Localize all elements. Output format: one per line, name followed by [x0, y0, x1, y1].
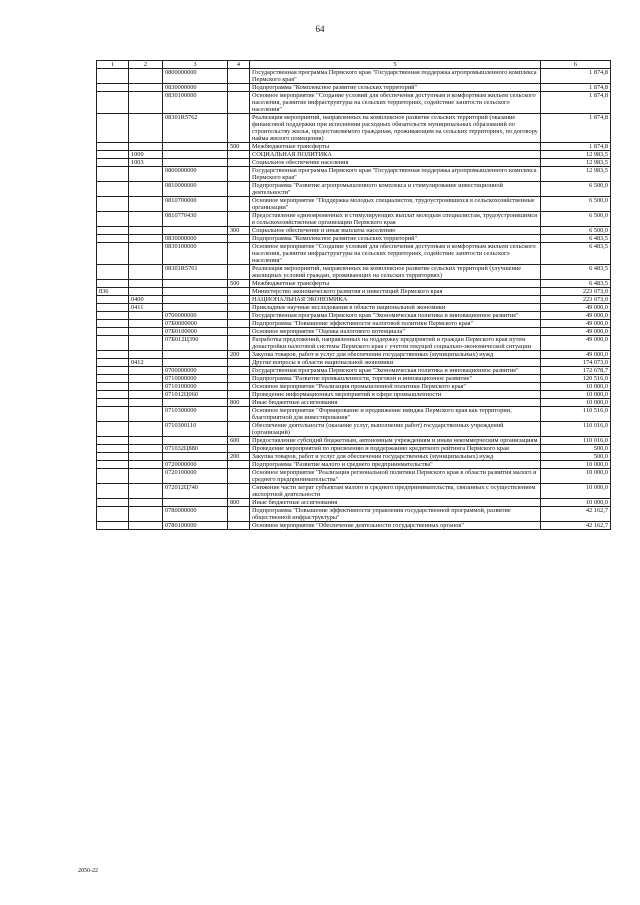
description-cell: Прикладные научные исследования в области национальной экономики [250, 304, 541, 312]
table-row [97, 359, 611, 367]
ministry-code-cell: 836 [97, 288, 129, 296]
description-cell: Основное мероприятие "Формирование и продвижение имиджа Пермского края как территории, благоприятной для инвестирования" [250, 407, 541, 422]
description-cell: Подпрограмма "Повышение эффективности управления государственной программой, развитие общественной инфраструктуры" [250, 507, 541, 522]
amount-cell: 10 000,0 [541, 391, 611, 399]
amount-cell: 12 983,5 [541, 151, 611, 159]
table-row [97, 507, 611, 522]
expense-type-cell [228, 182, 250, 197]
amount-cell: 500,0 [541, 453, 611, 461]
section-cell [129, 375, 163, 383]
description-cell: Основное мероприятие "Создание условий для обеспечения доступным и комфортным жильем сельского населения, развитие инфраструктуры на сельских территориях, содействие занятости сельского населения" [250, 243, 541, 265]
expense-type-cell [228, 407, 250, 422]
target-item-cell: 0710300110 [163, 422, 228, 437]
expense-type-cell [228, 212, 250, 227]
table-row [97, 453, 611, 461]
table-row [97, 437, 611, 445]
section-cell [129, 507, 163, 522]
description-cell: Предоставление субсидий бюджетным, автономным учреждениям и иным некоммерческим организациям [250, 437, 541, 445]
amount-cell: 6 500,0 [541, 197, 611, 212]
description-cell: Предоставление единовременных и стимулирующих выплат молодым специалистам, трудоустроившимся в сельскохозяйственные организации Пермского края [250, 212, 541, 227]
section-cell [129, 407, 163, 422]
column-header: 3 [163, 61, 228, 69]
expense-type-cell: 500 [228, 143, 250, 151]
table-row [97, 336, 611, 351]
section-cell: 1003 [129, 159, 163, 167]
description-cell: Иные бюджетные ассигнования [250, 499, 541, 507]
section-cell [129, 320, 163, 328]
description-cell: Обеспечение деятельности (оказание услуг, выполнение работ) государственных учреждений (организаций) [250, 422, 541, 437]
expense-type-cell [228, 114, 250, 143]
ministry-code-cell [97, 499, 129, 507]
ministry-code-cell [97, 92, 129, 114]
ministry-code-cell [97, 328, 129, 336]
section-cell [129, 391, 163, 399]
ministry-code-cell [97, 143, 129, 151]
column-header: 6 [541, 61, 611, 69]
table-row [97, 69, 611, 84]
ministry-code-cell [97, 167, 129, 182]
table-row [97, 227, 611, 235]
table-row [97, 522, 611, 530]
expense-type-cell: 800 [228, 399, 250, 407]
target-item-cell: 071032Ц880 [163, 445, 228, 453]
amount-cell: 49 000,0 [541, 336, 611, 351]
table-row [97, 243, 611, 265]
amount-cell: 1 874,8 [541, 143, 611, 151]
target-item-cell [163, 296, 228, 304]
section-cell: 1000 [129, 151, 163, 159]
table-row [97, 296, 611, 304]
description-cell: Подпрограмма "Комплексное развитие сельских территорий" [250, 84, 541, 92]
ministry-code-cell [97, 484, 129, 499]
section-cell [129, 484, 163, 499]
target-item-cell [163, 351, 228, 359]
table-row [97, 320, 611, 328]
expense-type-cell [228, 422, 250, 437]
ministry-code-cell [97, 296, 129, 304]
section-cell [129, 399, 163, 407]
ministry-code-cell [97, 399, 129, 407]
table-row [97, 212, 611, 227]
description-cell: Государственная программа Пермского края "Экономическая политика и инновационное развитие" [250, 367, 541, 375]
expense-type-cell: 300 [228, 227, 250, 235]
expense-type-cell: 600 [228, 437, 250, 445]
ministry-code-cell [97, 336, 129, 351]
target-item-cell: 0810700000 [163, 197, 228, 212]
table-row [97, 367, 611, 375]
table-row [97, 461, 611, 469]
target-item-cell: 0720100000 [163, 469, 228, 484]
target-item-cell: 0830000000 [163, 235, 228, 243]
target-item-cell: 0710000000 [163, 375, 228, 383]
description-cell: Основное мероприятие "Реализация промышленной политики Пермского края" [250, 383, 541, 391]
description-cell: СОЦИАЛЬНАЯ ПОЛИТИКА [250, 151, 541, 159]
target-item-cell: 0830100000 [163, 92, 228, 114]
target-item-cell: 08301R5761 [163, 265, 228, 280]
section-cell [129, 367, 163, 375]
section-cell [129, 336, 163, 351]
section-cell [129, 114, 163, 143]
column-header: 2 [129, 61, 163, 69]
expense-type-cell [228, 336, 250, 351]
amount-cell: 223 073,0 [541, 296, 611, 304]
table-row [97, 288, 611, 296]
target-item-cell: 0780000000 [163, 507, 228, 522]
table-row [97, 391, 611, 399]
section-cell [129, 212, 163, 227]
description-cell: Закупка товаров, работ и услуг для обеспечения государственных (муниципальных) нужд [250, 351, 541, 359]
expense-type-cell [228, 84, 250, 92]
footer-code: 2050-22 [78, 868, 98, 874]
expense-type-cell [228, 445, 250, 453]
expense-type-cell [228, 151, 250, 159]
description-cell: Основное мероприятие "Создание условий для обеспечения доступным и комфортным жильем сельского населения, развитие инфраструктуры на сельских территориях, содействие занятости сельского населения" [250, 92, 541, 114]
description-cell: Основное мероприятие "Поддержка молодых специалистов, трудоустроившихся в сельскохозяйственные организации" [250, 197, 541, 212]
expense-type-cell [228, 235, 250, 243]
ministry-code-cell [97, 437, 129, 445]
description-cell: Проведение мероприятий по присвоению и поддержанию кредитного рейтинга Пермского края [250, 445, 541, 453]
table-row [97, 265, 611, 280]
budget-table [96, 60, 611, 530]
table-row [97, 328, 611, 336]
ministry-code-cell [97, 375, 129, 383]
expense-type-cell [228, 507, 250, 522]
table-row [97, 159, 611, 167]
amount-cell: 12 983,5 [541, 159, 611, 167]
section-cell [129, 469, 163, 484]
amount-cell: 500,0 [541, 445, 611, 453]
target-item-cell [163, 399, 228, 407]
expense-type-cell [228, 375, 250, 383]
expense-type-cell [228, 304, 250, 312]
section-cell [129, 69, 163, 84]
amount-cell: 49 000,0 [541, 304, 611, 312]
ministry-code-cell [97, 367, 129, 375]
expense-type-cell [228, 367, 250, 375]
expense-type-cell [228, 265, 250, 280]
expense-type-cell [228, 312, 250, 320]
target-item-cell [163, 143, 228, 151]
expense-type-cell [228, 92, 250, 114]
description-cell: Реализация мероприятий, направленных на комплексное развитие сельских территорий (оказание финансовой поддержки при исполнении расходных обязательств муниципальных образований по строительству жилья, предоставляемого гражданам, проживающим на сельских территориях, по договору найма жилого помещения) [250, 114, 541, 143]
section-cell [129, 422, 163, 437]
target-item-cell [163, 359, 228, 367]
amount-cell: 120 516,0 [541, 375, 611, 383]
amount-cell: 10 000,0 [541, 484, 611, 499]
section-cell [129, 383, 163, 391]
section-cell [129, 445, 163, 453]
section-cell [129, 312, 163, 320]
description-cell: НАЦИОНАЛЬНАЯ ЭКОНОМИКА [250, 296, 541, 304]
target-item-cell [163, 499, 228, 507]
section-cell [129, 84, 163, 92]
amount-cell: 49 000,0 [541, 312, 611, 320]
ministry-code-cell [97, 159, 129, 167]
ministry-code-cell [97, 304, 129, 312]
target-item-cell: 07Б0000000 [163, 320, 228, 328]
amount-cell: 49 000,0 [541, 351, 611, 359]
target-item-cell: 07Б012Ц390 [163, 336, 228, 351]
section-cell [129, 522, 163, 530]
column-header: 1 [97, 61, 129, 69]
table-row [97, 312, 611, 320]
expense-type-cell [228, 159, 250, 167]
amount-cell: 10 000,0 [541, 469, 611, 484]
description-cell: Разработка предложений, направленных на поддержку предприятий и граждан Пермского края путем донастройки налоговой системы Пермского края с учетом текущей социально-экономической ситуации [250, 336, 541, 351]
section-cell [129, 167, 163, 182]
description-cell: Министерство экономического развития и инвестиций Пермского края [250, 288, 541, 296]
description-cell: Подпрограмма "Развитие промышленности, торговли и инновационное развитие" [250, 375, 541, 383]
description-cell: Межбюджетные трансферты [250, 280, 541, 288]
expense-type-cell: 200 [228, 351, 250, 359]
target-item-cell [163, 280, 228, 288]
target-item-cell: 0700000000 [163, 312, 228, 320]
expense-type-cell [228, 359, 250, 367]
expense-type-cell [228, 288, 250, 296]
section-cell [129, 280, 163, 288]
expense-type-cell [228, 320, 250, 328]
table-row [97, 182, 611, 197]
section-cell [129, 499, 163, 507]
description-cell: Основное мероприятие "Оценка налогового потенциала" [250, 328, 541, 336]
description-cell: Подпрограмма "Развитие малого и среднего предпринимательства" [250, 461, 541, 469]
table-row [97, 197, 611, 212]
target-item-cell: 0710300000 [163, 407, 228, 422]
amount-cell: 6 483,5 [541, 265, 611, 280]
target-item-cell: 0700000000 [163, 367, 228, 375]
table-row [97, 167, 611, 182]
ministry-code-cell [97, 243, 129, 265]
target-item-cell [163, 453, 228, 461]
target-item-cell [163, 151, 228, 159]
table-row [97, 422, 611, 437]
expense-type-cell: 800 [228, 499, 250, 507]
table-row [97, 84, 611, 92]
expense-type-cell: 200 [228, 453, 250, 461]
expense-type-cell: 500 [228, 280, 250, 288]
section-cell: 0400 [129, 296, 163, 304]
target-item-cell: 07Б0100000 [163, 328, 228, 336]
amount-cell: 42 162,7 [541, 507, 611, 522]
amount-cell: 42 162,7 [541, 522, 611, 530]
amount-cell: 6 500,0 [541, 212, 611, 227]
ministry-code-cell [97, 84, 129, 92]
description-cell: Другие вопросы в области национальной экономики [250, 359, 541, 367]
table-row [97, 92, 611, 114]
amount-cell: 6 500,0 [541, 227, 611, 235]
expense-type-cell [228, 469, 250, 484]
ministry-code-cell [97, 320, 129, 328]
amount-cell: 1 874,8 [541, 69, 611, 84]
target-item-cell [163, 304, 228, 312]
target-item-cell: 0800000000 [163, 69, 228, 84]
target-item-cell [163, 227, 228, 235]
section-cell [129, 265, 163, 280]
expense-type-cell [228, 522, 250, 530]
amount-cell: 174 073,0 [541, 359, 611, 367]
expense-type-cell [228, 296, 250, 304]
amount-cell: 1 874,8 [541, 114, 611, 143]
description-cell: Проведение информационных мероприятий в сфере промышленности [250, 391, 541, 399]
description-cell: Снижение части затрат субъектам малого и среднего предпринимательства, связанных с осуществлением экспортной деятельности [250, 484, 541, 499]
table-row [97, 499, 611, 507]
target-item-cell: 0780100000 [163, 522, 228, 530]
description-cell: Государственная программа Пермского края "Государственная поддержка агропромышленного комплекса Пермского края" [250, 167, 541, 182]
target-item-cell [163, 159, 228, 167]
target-item-cell: 0810770430 [163, 212, 228, 227]
target-item-cell: 0810000000 [163, 182, 228, 197]
amount-cell: 110 016,0 [541, 422, 611, 437]
ministry-code-cell [97, 312, 129, 320]
table-row [97, 151, 611, 159]
ministry-code-cell [97, 469, 129, 484]
description-cell: Межбюджетные трансферты [250, 143, 541, 151]
table-row [97, 399, 611, 407]
ministry-code-cell [97, 383, 129, 391]
ministry-code-cell [97, 280, 129, 288]
section-cell [129, 227, 163, 235]
section-cell [129, 437, 163, 445]
amount-cell: 1 874,8 [541, 84, 611, 92]
section-cell [129, 235, 163, 243]
description-cell: Социальное обеспечение населения [250, 159, 541, 167]
amount-cell: 10 000,0 [541, 399, 611, 407]
section-cell [129, 453, 163, 461]
amount-cell: 6 483,5 [541, 235, 611, 243]
expense-type-cell [228, 69, 250, 84]
ministry-code-cell [97, 507, 129, 522]
ministry-code-cell [97, 182, 129, 197]
page-number: 64 [315, 24, 325, 34]
amount-cell: 12 983,5 [541, 167, 611, 182]
table-row [97, 484, 611, 499]
column-header: 5 [250, 61, 541, 69]
amount-cell: 6 483,5 [541, 280, 611, 288]
table-row [97, 469, 611, 484]
table-row [97, 375, 611, 383]
table-row [97, 407, 611, 422]
expense-type-cell [228, 328, 250, 336]
ministry-code-cell [97, 407, 129, 422]
expense-type-cell [228, 391, 250, 399]
section-cell [129, 143, 163, 151]
section-cell [129, 288, 163, 296]
expense-type-cell [228, 484, 250, 499]
target-item-cell: 0830100000 [163, 243, 228, 265]
amount-cell: 10 000,0 [541, 383, 611, 391]
description-cell: Государственная программа Пермского края "Экономическая политика и инновационное развитие" [250, 312, 541, 320]
ministry-code-cell [97, 151, 129, 159]
section-cell [129, 92, 163, 114]
table-row [97, 383, 611, 391]
description-cell: Подпрограмма "Повышение эффективности налоговой политики Пермского края" [250, 320, 541, 328]
target-item-cell: 0720000000 [163, 461, 228, 469]
amount-cell: 10 000,0 [541, 461, 611, 469]
amount-cell: 172 678,7 [541, 367, 611, 375]
column-header: 4 [228, 61, 250, 69]
expense-type-cell [228, 383, 250, 391]
amount-cell: 223 073,0 [541, 288, 611, 296]
ministry-code-cell [97, 461, 129, 469]
amount-cell: 1 874,8 [541, 92, 611, 114]
ministry-code-cell [97, 453, 129, 461]
target-item-cell: 08301R5762 [163, 114, 228, 143]
section-cell [129, 182, 163, 197]
description-cell: Подпрограмма "Развитие агропромышленного комплекса и стимулирование инвестиционной деятельности" [250, 182, 541, 197]
table-body [97, 69, 611, 530]
header-row [97, 61, 611, 69]
ministry-code-cell [97, 235, 129, 243]
ministry-code-cell [97, 69, 129, 84]
ministry-code-cell [97, 212, 129, 227]
ministry-code-cell [97, 522, 129, 530]
target-item-cell [163, 288, 228, 296]
section-cell [129, 197, 163, 212]
description-cell: Государственная программа Пермского края "Государственная поддержка агропромышленного комплекса Пермского края" [250, 69, 541, 84]
amount-cell: 110 016,0 [541, 437, 611, 445]
ministry-code-cell [97, 265, 129, 280]
ministry-code-cell [97, 445, 129, 453]
table-row [97, 235, 611, 243]
description-cell: Иные бюджетные ассигнования [250, 399, 541, 407]
description-cell: Реализация мероприятий, направленных на комплексное развитие сельских территорий (улучшение жилищных условий граждан, проживающих на сельских территориях) [250, 265, 541, 280]
description-cell: Социальное обеспечение и иные выплаты населению [250, 227, 541, 235]
description-cell: Основное мероприятие "Обеспечение деятельности государственных органов" [250, 522, 541, 530]
expense-type-cell [228, 197, 250, 212]
ministry-code-cell [97, 114, 129, 143]
table-row [97, 351, 611, 359]
section-cell [129, 243, 163, 265]
description-cell: Подпрограмма "Комплексное развитие сельских территорий" [250, 235, 541, 243]
amount-cell: 49 000,0 [541, 328, 611, 336]
target-item-cell: 0830000000 [163, 84, 228, 92]
ministry-code-cell [97, 359, 129, 367]
table-row [97, 143, 611, 151]
ministry-code-cell [97, 227, 129, 235]
target-item-cell: 072012Ц740 [163, 484, 228, 499]
section-cell: 0411 [129, 304, 163, 312]
section-cell [129, 328, 163, 336]
target-item-cell: 0710100000 [163, 383, 228, 391]
section-cell [129, 351, 163, 359]
amount-cell: 110 516,0 [541, 407, 611, 422]
description-cell: Основное мероприятие "Реализация региональной политики Пермского края в области развития малого и среднего предпринимательства" [250, 469, 541, 484]
table-row [97, 280, 611, 288]
amount-cell: 6 483,5 [541, 243, 611, 265]
ministry-code-cell [97, 391, 129, 399]
target-item-cell: 0800000000 [163, 167, 228, 182]
table-row [97, 114, 611, 143]
expense-type-cell [228, 167, 250, 182]
amount-cell: 10 000,0 [541, 499, 611, 507]
table-row [97, 445, 611, 453]
description-cell: Закупка товаров, работ и услуг для обеспечения государственных (муниципальных) нужд [250, 453, 541, 461]
amount-cell: 49 000,0 [541, 320, 611, 328]
ministry-code-cell [97, 422, 129, 437]
target-item-cell: 071012Ц060 [163, 391, 228, 399]
target-item-cell [163, 437, 228, 445]
section-cell: 0412 [129, 359, 163, 367]
ministry-code-cell [97, 351, 129, 359]
table-row [97, 304, 611, 312]
section-cell [129, 461, 163, 469]
expense-type-cell [228, 243, 250, 265]
ministry-code-cell [97, 197, 129, 212]
amount-cell: 6 500,0 [541, 182, 611, 197]
expense-type-cell [228, 461, 250, 469]
